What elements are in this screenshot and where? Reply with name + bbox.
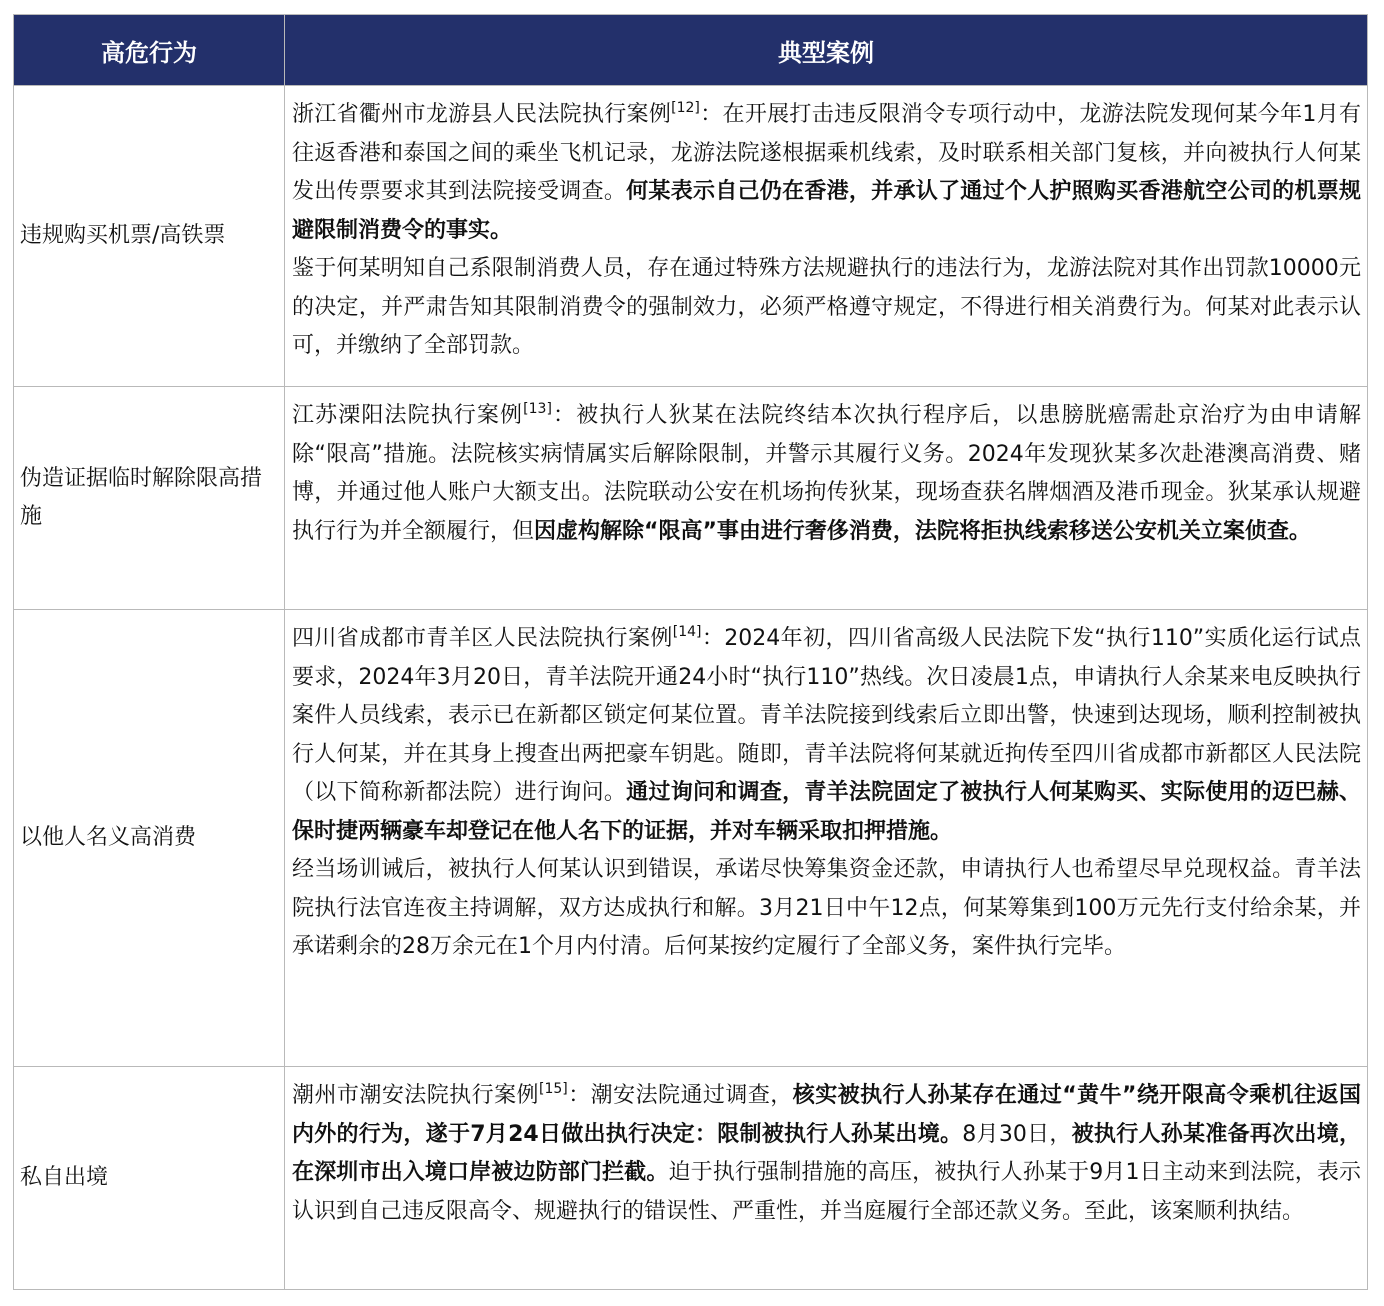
case-text: 迫于执行强制措施的高压，被执行人孙某于9月1日主动来到法院，表示认识到自己违反限高令、规避执行的错误性、严重性，并当庭履行全部还款义务。至此，该案顺利执结。 bbox=[292, 1160, 1361, 1224]
case-paragraph bbox=[292, 250, 1361, 366]
header-behavior: 高危行为 bbox=[14, 15, 285, 86]
bold-text: 通过询问和调查，青羊法院固定了被执行人何某购买、实际使用的迈巴赫、保时捷两辆豪车却登记在他人名下的证据，并对车辆采取扣押措施。 bbox=[292, 780, 1361, 844]
case-paragraph bbox=[292, 1077, 1361, 1231]
behavior-cell: 私自出境 bbox=[14, 1067, 285, 1290]
case-text: 潮州市潮安法院执行案例 bbox=[292, 1083, 539, 1108]
case-cell bbox=[285, 387, 1368, 610]
citation-ref: [14] bbox=[672, 624, 702, 640]
citation-ref: [13] bbox=[523, 401, 552, 417]
case-paragraph bbox=[292, 397, 1361, 551]
case-text: 鉴于何某明知自己系限制消费人员，存在通过特殊方法规避执行的违法行为，龙游法院对其作出罚款10000元的决定，并严肃告知其限制消费令的强制效力，必须严格遵守规定，不得进行相关消费行为。何某对此表示认可，并缴纳了全部罚款。 bbox=[292, 256, 1361, 358]
case-cell bbox=[285, 86, 1368, 387]
header-case: 典型案例 bbox=[285, 15, 1368, 86]
case-cell bbox=[285, 610, 1368, 1067]
table-header-row bbox=[14, 15, 1368, 86]
behavior-cell: 以他人名义高消费 bbox=[14, 610, 285, 1067]
table-row bbox=[14, 86, 1368, 387]
bold-text: 因虚构解除“限高”事由进行奢侈消费，法院将拒执线索移送公安机关立案侦查。 bbox=[534, 518, 1311, 544]
case-text: 江苏溧阳法院执行案例 bbox=[292, 403, 524, 428]
behavior-cell: 伪造证据临时解除限高措施 bbox=[14, 387, 285, 610]
table-row bbox=[14, 387, 1368, 610]
citation-ref: [12] bbox=[671, 100, 700, 116]
case-text: ：在开展打击违反限消令专项行动中，龙游法院发现何某今年1月有往返香港和泰国之间的乘坐飞机记录，龙游法院遂根据乘机线索，及时联系相关部门复核，并向被执行人何某发出传票要求其到法院接受调查。 bbox=[292, 102, 1361, 204]
case-text: 经当场训诫后，被执行人何某认识到错误，承诺尽快筹集资金还款，申请执行人也希望尽早兑现权益。青羊法院执行法官连夜主持调解，双方达成执行和解。3月21日中午12点，何某筹集到100万元先行支付给余某，并承诺剩余的28万余元在1个月内付清。后何某按约定履行了全部义务，案件执行完毕。 bbox=[292, 857, 1361, 959]
table-row bbox=[14, 1067, 1368, 1290]
case-paragraph bbox=[292, 96, 1361, 250]
case-text: 8月30日， bbox=[962, 1121, 1072, 1147]
case-cell bbox=[285, 1067, 1368, 1290]
case-paragraph bbox=[292, 620, 1361, 851]
case-text: 四川省成都市青羊区人民法院执行案例 bbox=[292, 626, 673, 651]
bold-text: 何某表示自己仍在香港，并承认了通过个人护照购买香港航空公司的机票规避限制消费令的事实。 bbox=[292, 179, 1361, 243]
cases-table bbox=[13, 14, 1368, 1290]
case-text: ：潮安法院通过调查， bbox=[567, 1083, 793, 1108]
case-text: ：被执行人狄某在法院终结本次执行程序后，以患膀胱癌需赴京治疗为由申请解除“限高”措施。法院核实病情属实后解除限制，并警示其履行义务。2024年发现狄某多次赴港澳高消费、赌博，并通过他人账户大额支出。法院联动公安在机场拘传狄某，现场查获名牌烟酒及港币现金。狄某承认规避执行行为并全额履行，但 bbox=[292, 403, 1361, 544]
case-paragraph bbox=[292, 851, 1361, 967]
case-text: ：2024年初，四川省高级人民法院下发“执行110”实质化运行试点要求，2024年3月20日，青羊法院开通24小时“执行110”热线。次日凌晨1点，申请执行人余某来电反映执行案件人员线索，表示已在新都区锁定何某位置。青羊法院接到线索后立即出警，快速到达现场，顺利控制被执行人何某，并在其身上搜查出两把豪车钥匙。随即，青羊法院将何某就近拘传至四川省成都市新都区人民法院（以下简称新都法院）进行询问。 bbox=[292, 626, 1361, 805]
table-row bbox=[14, 610, 1368, 1067]
case-text: 浙江省衢州市龙游县人民法院执行案例 bbox=[292, 102, 672, 127]
bold-text: 核实被执行人孙某存在通过“黄牛”绕开限高令乘机往返国内外的行为，遂于7月24日做出执行决定：限制被执行人孙某出境。 bbox=[292, 1083, 1361, 1147]
bold-text: 被执行人孙某准备再次出境，在深圳市出入境口岸被边防部门拦截。 bbox=[292, 1121, 1361, 1185]
citation-ref: [15] bbox=[539, 1081, 568, 1097]
behavior-cell: 违规购买机票/高铁票 bbox=[14, 86, 285, 387]
